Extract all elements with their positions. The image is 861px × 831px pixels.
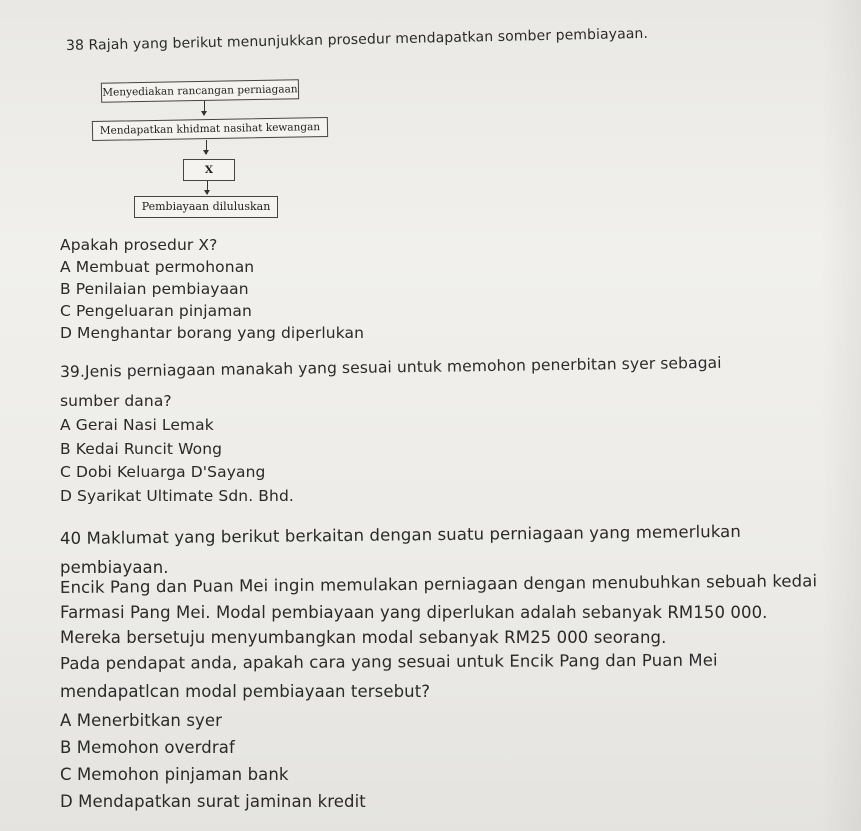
q40-line-4: Farmasi Pang Mei. Modal pembiayaan yang diperlukan adalah sebanyak RM150 000. <box>60 603 768 622</box>
flow-arrow-2 <box>206 140 207 154</box>
q39-option-b: B Kedai Runcit Wong <box>60 440 223 458</box>
flow-arrow-3 <box>207 181 208 194</box>
q40-option-d: D Mendapatkan surat jaminan kredit <box>60 792 366 811</box>
q38-title: 38 Rajah yang berikut menunjukkan prosedur mendapatkan somber pembiayaan. <box>65 25 649 54</box>
flow-step-2: Mendapatkan khidmat nasihat kewangan <box>92 117 328 141</box>
q40-line-5: Mereka bersetuju menyumbangkan modal sebanyak RM25 000 seorang. <box>60 628 667 647</box>
q38-option-a: A Membuat permohonan <box>60 258 255 276</box>
flow-step-4: Pembiayaan diluluskan <box>134 196 278 218</box>
flow-step-1: Menyediakan rancangan perniagaan <box>101 79 299 102</box>
q39-option-d: D Syarikat Ultimate Sdn. Bhd. <box>60 487 294 505</box>
flow-arrow-1 <box>204 101 205 115</box>
q39-line-1: 39.Jenis perniagaan manakah yang sesuai untuk memohon penerbitan syer sebagai <box>59 353 722 381</box>
q40-line-3: Encik Pang dan Puan Mei ingin memulakan perniagaan dengan menubuhkan sebuah kedai <box>59 571 818 597</box>
q38-question: Apakah prosedur X? <box>60 236 218 254</box>
q38-option-c: C Pengeluaran pinjaman <box>60 302 252 320</box>
page-shadow <box>821 0 861 831</box>
q38-option-b: B Penilaian pembiayaan <box>60 280 249 298</box>
q40-line-2: pembiayaan. <box>60 558 169 577</box>
q39-option-c: C Dobi Keluarga D'Sayang <box>60 463 266 481</box>
q38-option-d: D Menghantar borang yang diperlukan <box>60 324 365 342</box>
q40-option-a: A Menerbitkan syer <box>60 711 223 730</box>
q40-line-7: mendapatlcan modal pembiayaan tersebut? <box>60 682 431 701</box>
q40-line-1: 40 Maklumat yang berikut berkaitan dengan suatu perniagaan yang memerlukan <box>59 521 741 548</box>
q39-line-2: sumber dana? <box>60 392 172 410</box>
q40-option-b: B Memohon overdraf <box>60 738 235 757</box>
flow-step-x: X <box>183 159 235 181</box>
q40-option-c: C Memohon pinjaman bank <box>60 765 289 784</box>
q40-line-6: Pada pendapat anda, apakah cara yang sesuai untuk Encik Pang dan Puan Mei <box>59 650 718 673</box>
q39-option-a: A Gerai Nasi Lemak <box>60 416 214 434</box>
